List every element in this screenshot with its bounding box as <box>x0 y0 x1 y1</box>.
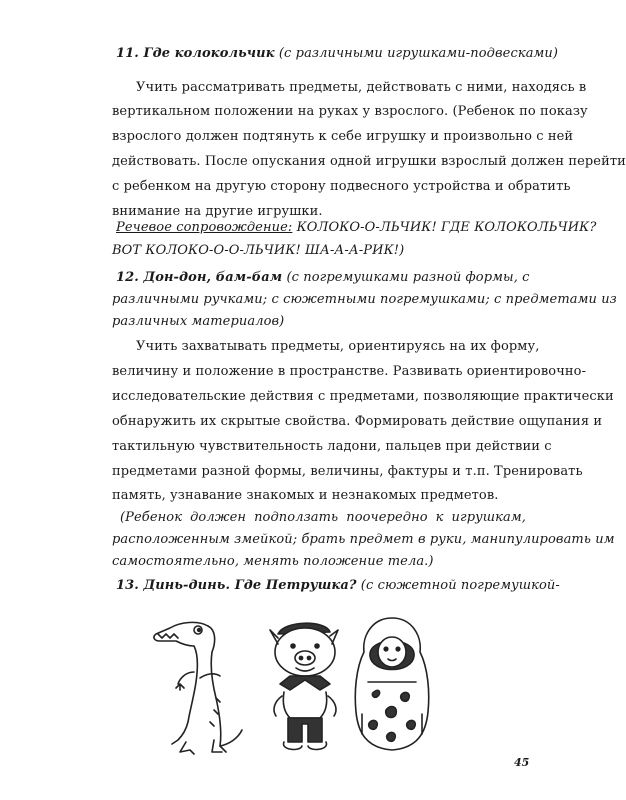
pig-icon <box>270 623 338 749</box>
speech-line-2: ВОТ КОЛОКО-О-О-ЛЬЧИК! ША-А-А-РИК!) <box>112 243 405 258</box>
speech-line-1: КОЛОКО-О-ЛЬЧИК! ГДЕ КОЛОКОЛЬЧИК? <box>292 220 597 235</box>
heading-12-title: 12. Дон-дон, бам-бам <box>116 270 283 285</box>
heading-11 <box>116 44 559 64</box>
p12-line: обнаружить их скрытые свойства. Формировать действие ощупания и <box>112 414 603 429</box>
page-number: 45 <box>514 756 530 769</box>
speech-accompaniment <box>116 218 597 238</box>
p11-line: взрослого должен подтянуть к себе игрушку и произвольно с ней <box>112 129 574 144</box>
p12-line: тактильную чувствительность ладони, пальцев при действии с <box>112 439 552 454</box>
heading-13 <box>116 576 560 596</box>
p12b-line: расположенным змейкой; брать предмет в руки, манипулировать им <box>112 532 615 547</box>
p12-line: величину и положение в пространстве. Развивать ориентировочно- <box>112 364 587 379</box>
heading-12 <box>116 268 530 288</box>
heading-11-note: (с различными игрушками-подвесками) <box>274 46 559 61</box>
heading-12-note-line: различных материалов) <box>112 314 285 329</box>
heading-13-note: (с сюжетной погремушкой- <box>356 578 560 593</box>
heading-12-note-line: различными ручками; с сюжетными погремушками; с предметами из <box>112 292 617 307</box>
toys-illustration <box>150 612 460 760</box>
p12-line: исследовательские действия с предметами, позволяющие практически <box>112 389 614 404</box>
p12-line: предметами разной формы, величины, фактуры и т.п. Тренировать <box>112 464 583 479</box>
p11-line: Учить рассматривать предметы, действовать с ними, находясь в <box>136 80 587 95</box>
matryoshka-icon <box>355 618 428 750</box>
p11-line: действовать. После опускания одной игрушки взрослый должен перейти <box>112 154 626 169</box>
p11-line: внимание на другие игрушки. <box>112 204 323 219</box>
crocodile-icon <box>154 622 242 754</box>
speech-label: Речевое сопровождение: <box>116 220 293 235</box>
heading-11-title: 11. Где колокольчик <box>116 46 275 61</box>
p12b-line: самостоятельно, менять положение тела.) <box>112 554 434 569</box>
p11-line: вертикальном положении на руках у взрослого. (Ребенок по показу <box>112 104 588 119</box>
p12-line: Учить захватывать предметы, ориентируясь на их форму, <box>136 339 540 354</box>
p11-line: с ребенком на другую сторону подвесного устройства и обратить <box>112 179 571 194</box>
heading-12-note: (с погремушками разной формы, с <box>282 270 530 285</box>
heading-13-title: 13. Динь-динь. Где Петрушка? <box>116 578 357 593</box>
p12-line: память, узнавание знакомых и незнакомых предметов. <box>112 488 499 503</box>
p12b-line: (Ребенок должен подползать поочередно к игрушкам, <box>120 510 526 525</box>
